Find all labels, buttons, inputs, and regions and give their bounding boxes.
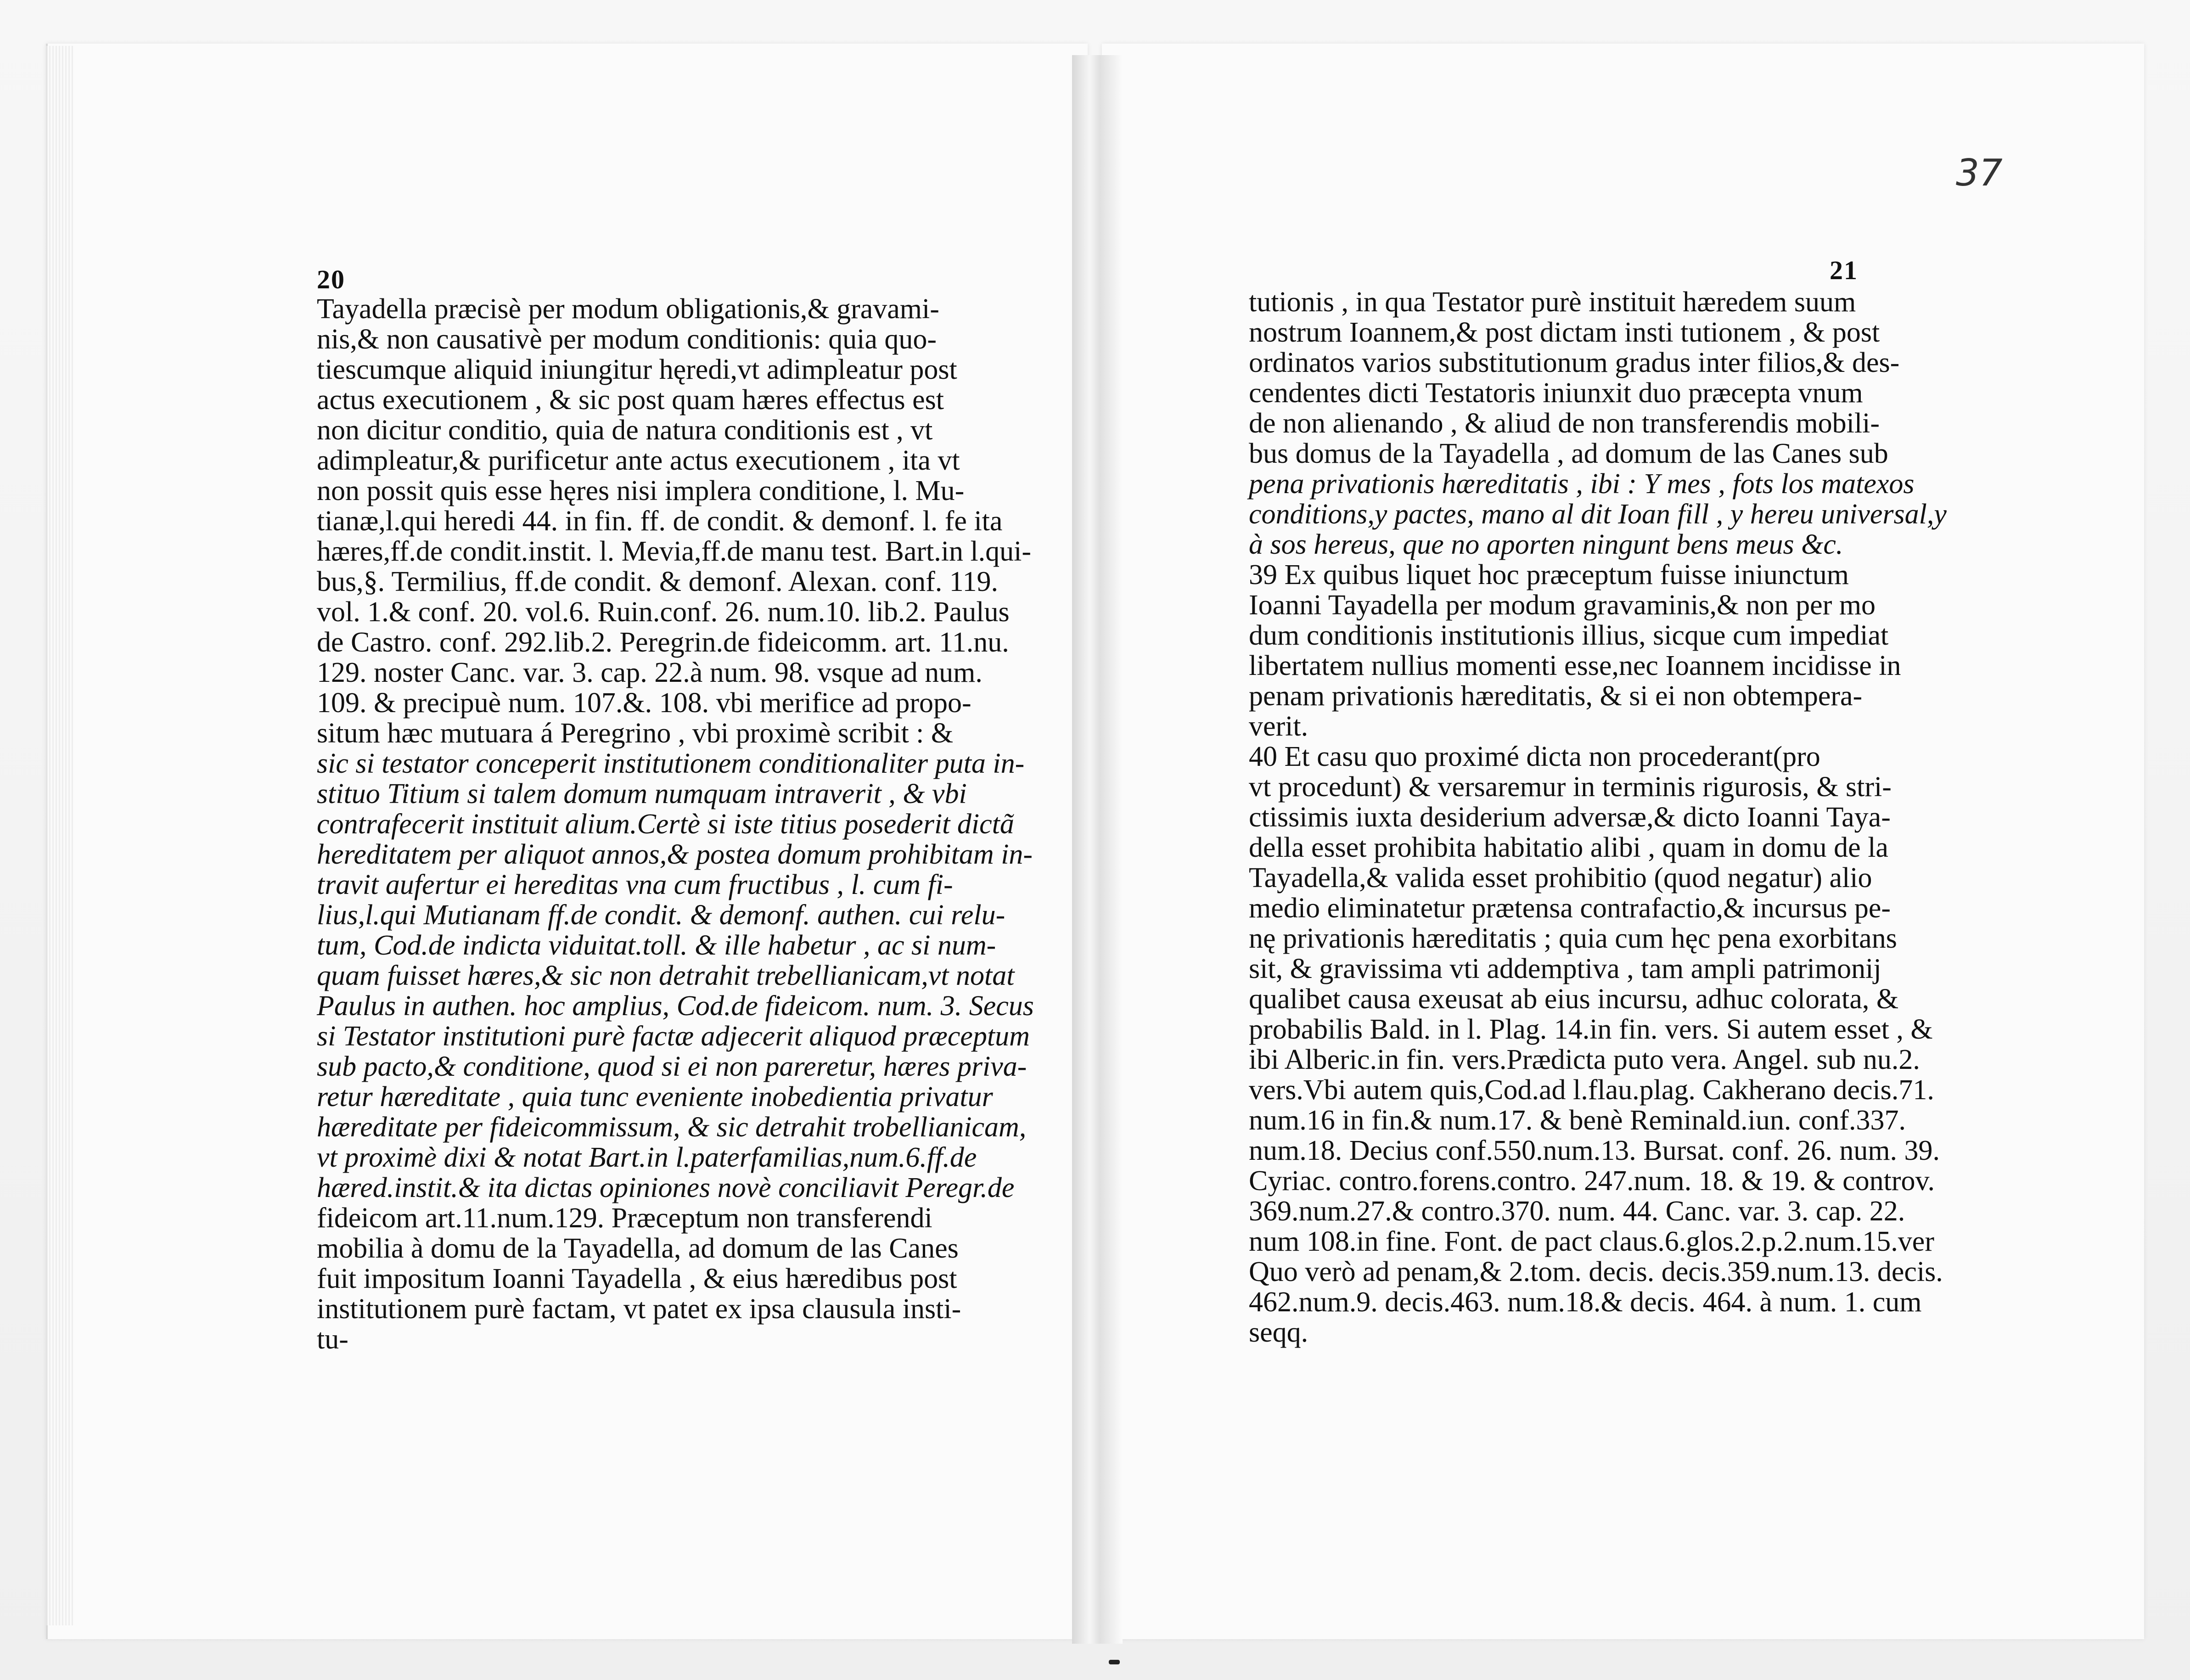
text-line: Ioanni Tayadella per modum gravaminis,& non per mo	[1249, 590, 1876, 621]
text-line: non dicitur conditio, quia de natura conditionis est , vt	[317, 415, 933, 446]
text-line: medio eliminatetur prætensa contrafactio,& incursus pe-	[1249, 893, 1891, 924]
text-line: vt procedunt) & versaremur in terminis rigurosis, & stri-	[1249, 771, 1892, 803]
text-line: 109. & precipuè num. 107.&. 108. vbi merifice ad propo-	[317, 687, 971, 719]
text-line: à sos hereus, que no aporten ningunt bens meus &c.	[1249, 529, 1843, 560]
text-line: pena privationis hæreditatis , ibi : Y mes , fots los matexos	[1249, 468, 1915, 500]
page-edges	[46, 46, 73, 1625]
text-line: adimpleatur,& purificetur ante actus executionem , ita vt	[317, 445, 960, 476]
text-line: 40 Et casu quo proximé dicta non procederant(pro	[1249, 741, 1820, 772]
text-line: hæres,ff.de condit.instit. l. Mevia,ff.de manu test. Bart.in l.qui-	[317, 536, 1032, 567]
text-line: hæred.instit.& ita dictas opiniones novè conciliavit Peregr.de	[317, 1172, 1015, 1203]
text-line: probabilis Bald. in l. Plag. 14.in fin. vers. Si autem esset , &	[1249, 1014, 1933, 1045]
text-line: 462.num.9. decis.463. num.18.& decis. 464. à num. 1. cum	[1249, 1287, 1922, 1318]
text-line: retur hæreditate , quia tunc eveniente inobedientia privatur	[317, 1081, 993, 1113]
text-line: tutionis , in qua Testator purè instituit hæredem suum	[1249, 287, 1856, 318]
text-line: vers.Vbi autem quis,Cod.ad l.flau.plag. Cakherano decis.71.	[1249, 1074, 1934, 1106]
text-line: hæreditate per fideicommissum, & sic detrahit trobellianicam,	[317, 1112, 1027, 1143]
text-line: num.18. Decius conf.550.num.13. Bursat. conf. 26. num. 39.	[1249, 1135, 1940, 1166]
text-line: fideicom art.11.num.129. Præceptum non transferendi	[317, 1202, 932, 1234]
text-line: nis,& non causativè per modum conditionis: quia quo-	[317, 324, 937, 355]
left-page-text	[317, 293, 1034, 1355]
text-line: tum, Cod.de indicta viduitat.toll. & ille habetur , ac si num-	[317, 930, 996, 961]
text-line: actus executionem , & sic post quam hæres effectus est	[317, 384, 944, 416]
handwritten-folio-number: 37	[1956, 152, 2003, 194]
text-line: si Testator institutioni purè factæ adjecerit aliquod præceptum	[317, 1021, 1030, 1052]
text-line: lius,l.qui Mutianam ff.de condit. & demonf. authen. cui relu-	[317, 899, 1005, 931]
binding-mark	[1109, 1660, 1120, 1664]
text-line: travit aufertur ei hereditas vna cum fructibus , l. cum fi-	[317, 869, 953, 900]
text-line: fuit impositum Ioanni Tayadella , & eius hæredibus post	[317, 1263, 957, 1294]
text-line: conditions,y pactes, mano al dit Ioan fill , y hereu universal,y	[1249, 499, 1947, 530]
text-line: dum conditionis institutionis illius, sicque cum impediat	[1249, 620, 1889, 651]
text-line: sic si testator conceperit institutionem conditionaliter puta in-	[317, 748, 1025, 779]
right-page-text	[1249, 287, 1947, 1348]
text-line: de non alienando , & aliud de non transferendis mobili-	[1249, 408, 1880, 439]
text-line: ibi Alberic.in fin. vers.Prædicta puto vera. Angel. sub nu.2.	[1249, 1044, 1920, 1075]
text-line: seqq.	[1249, 1317, 1308, 1348]
text-line: verit.	[1249, 711, 1308, 742]
text-line: libertatem nullius momenti esse,nec Ioannem incidisse in	[1249, 650, 1901, 681]
text-line: tianæ,l.qui heredi 44. in fin. ff. de condit. & demonf. l. fe ita	[317, 506, 1003, 537]
text-line: mobilia à domu de la Tayadella, ad domum de las Canes	[317, 1233, 959, 1264]
text-line: bus,§. Termilius, ff.de condit. & demonf. Alexan. conf. 119.	[317, 566, 999, 597]
book-gutter	[1072, 55, 1123, 1644]
text-line: 39 Ex quibus liquet hoc præceptum fuisse iniunctum	[1249, 559, 1849, 590]
text-line: situm hæc mutuara á Peregrino , vbi proximè scribit : &	[317, 718, 954, 749]
text-line: non possit quis esse hęres nisi implera conditione, l. Mu-	[317, 475, 965, 506]
right-page-number: 21	[1830, 255, 1858, 285]
text-line: sit, & gravissima vti addemptiva , tam ampli patrimonij	[1249, 953, 1881, 984]
text-line: de Castro. conf. 292.lib.2. Peregrin.de fideicomm. art. 11.nu.	[317, 627, 1009, 658]
text-line: vt proximè dixi & notat Bart.in l.paterfamilias,num.6.ff.de	[317, 1142, 977, 1173]
text-line: num 108.in fine. Font. de pact claus.6.glos.2.p.2.num.15.ver	[1249, 1226, 1934, 1257]
text-line: Tayadella,& valida esset prohibitio (quod negatur) alio	[1249, 862, 1872, 893]
text-line: ctissimis iuxta desiderium adversæ,& dicto Ioanni Taya-	[1249, 802, 1891, 833]
text-line: num.16 in fin.& num.17. & benè Reminald.iun. conf.337.	[1249, 1105, 1906, 1136]
text-line: nę privationis hæreditatis ; quia cum hęc pena exorbitans	[1249, 923, 1897, 954]
text-line: 369.num.27.& contro.370. num. 44. Canc. var. 3. cap. 22.	[1249, 1196, 1905, 1227]
text-line: stituo Titium si talem domum numquam intraverit , & vbi	[317, 778, 967, 809]
text-line: institutionem purè factam, vt patet ex ipsa clausula insti-	[317, 1293, 961, 1325]
text-line: bus domus de la Tayadella , ad domum de las Canes sub	[1249, 438, 1888, 469]
text-line: quam fuisset hæres,& sic non detrahit trebellianicam,vt notat	[317, 960, 1015, 991]
text-line: contrafecerit instituit alium.Certè si iste titius posederit dictã	[317, 809, 1014, 840]
text-line: qualibet causa exeusat ab eius incursu, adhuc colorata, &	[1249, 983, 1899, 1015]
text-line: ordinatos varios substitutionum gradus inter filios,& des-	[1249, 347, 1900, 378]
text-line: cendentes dicti Testatoris iniunxit duo præcepta vnum	[1249, 377, 1863, 409]
text-line: hereditatem per aliquot annos,& postea domum prohibitam in-	[317, 839, 1033, 870]
text-line: vol. 1.& conf. 20. vol.6. Ruin.conf. 26. num.10. lib.2. Paulus	[317, 596, 1010, 628]
text-line: sub pacto,& conditione, quod si ei non pareretur, hæres priva-	[317, 1051, 1027, 1082]
text-line: nostrum Ioannem,& post dictam insti tutionem , & post	[1249, 317, 1880, 348]
text-line: della esset prohibita habitatio alibi , quam in domu de la	[1249, 832, 1888, 863]
text-line: 129. noster Canc. var. 3. cap. 22.à num. 98. vsque ad num.	[317, 657, 983, 688]
text-line: Tayadella præcisè per modum obligationis,& gravami-	[317, 293, 939, 325]
text-line: tu-	[317, 1324, 348, 1355]
text-line: tiescumque aliquid iniungitur hęredi,vt adimpleatur post	[317, 354, 957, 385]
text-line: Paulus in authen. hoc amplius, Cod.de fideicom. num. 3. Secus	[317, 990, 1034, 1022]
text-line: Cyriac. contro.forens.contro. 247.num. 18. & 19. & controv.	[1249, 1165, 1935, 1197]
text-line: Quo verò ad penam,& 2.tom. decis. decis.359.num.13. decis.	[1249, 1256, 1943, 1287]
left-page-number: 20	[317, 264, 345, 294]
text-line: penam privationis hæreditatis, & si ei non obtempera-	[1249, 680, 1863, 712]
